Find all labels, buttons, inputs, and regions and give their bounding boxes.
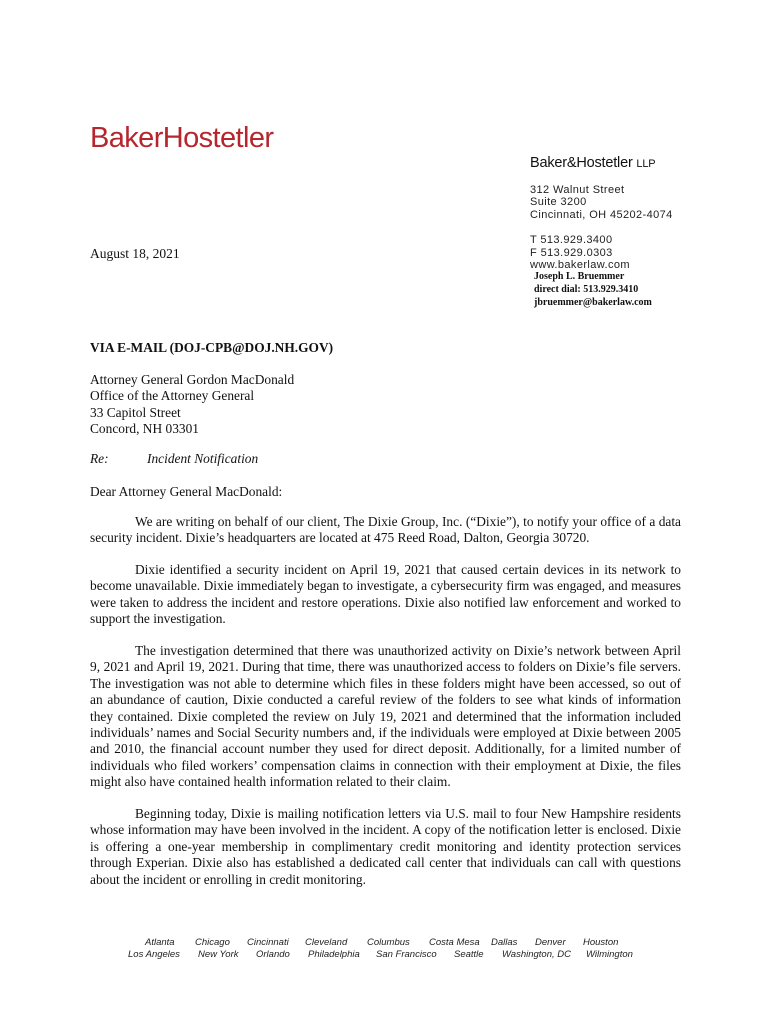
recipient-name: Attorney General Gordon MacDonald <box>90 372 295 387</box>
address-line-city: Cincinnati, OH 45202-4074 <box>530 208 673 221</box>
office-row-2 <box>120 949 660 961</box>
office-item: Wilmington <box>586 949 633 960</box>
office-item: Costa Mesa <box>429 937 480 948</box>
recipient-office: Office of the Attorney General <box>90 388 255 404</box>
office-item: Houston <box>583 937 619 948</box>
office-row-1 <box>120 937 660 949</box>
recipient-address <box>90 372 681 438</box>
attorney-block <box>534 270 652 309</box>
office-item: Orlando <box>256 949 290 960</box>
firm-suffix: LLP <box>636 158 656 170</box>
office-item: Los Angeles <box>128 949 180 960</box>
office-item: Washington, DC <box>502 949 571 960</box>
via-line: VIA E-MAIL (DOJ-CPB@DOJ.NH.GOV) <box>90 340 334 355</box>
firm-name <box>530 155 655 171</box>
recipient-street: 33 Capitol Street <box>90 404 181 420</box>
recipient-city: Concord, NH 03301 <box>90 421 199 437</box>
paragraph-2: Dixie identified a security incident on April 19, 2021 that caused certain devices in its network to become unavailable. Dixie immediately began to investigate, a cybersecurity firm was engaged, and measures were taken to address the incident and restore operations. Dixie also notified law enforcement and worked to support the investigation. <box>90 562 681 627</box>
firm-name-text: Baker&Hostetler <box>530 155 633 171</box>
attorney-email-link[interactable]: jbruemmer@bakerlaw.com <box>534 297 652 308</box>
office-item: Cincinnati <box>247 937 289 948</box>
logo: BakerHostetler <box>90 122 274 154</box>
office-item: New York <box>198 949 239 960</box>
paragraph-4: Beginning today, Dixie is mailing notification letters via U.S. mail to four New Hampshire residents whose information may have been involved in the incident. A copy of the notification letter is enclosed. Dixie is offering a one-year membership in complimentary credit monitoring and identity protection services through Experian. Dixie also has established a dedicated call center that individuals can call with questions about the incident or enrolling in credit monitoring. <box>90 806 681 887</box>
attorney-direct-dial: direct dial: 513.929.3410 <box>534 284 639 295</box>
phone-line: T 513.929.3400 <box>530 234 613 247</box>
letter-date: August 18, 2021 <box>90 246 180 261</box>
office-item: Dallas <box>491 937 518 948</box>
re-label: Re: <box>90 451 109 466</box>
firm-address-block <box>530 184 673 271</box>
attorney-name: Joseph L. Bruemmer <box>534 271 625 282</box>
re-subject: Incident Notification <box>147 451 259 466</box>
re-line <box>90 451 681 467</box>
office-item: Columbus <box>367 937 410 948</box>
office-item: Seattle <box>454 949 484 960</box>
office-item: Philadelphia <box>308 949 360 960</box>
address-line-street: 312 Walnut Street <box>530 184 625 196</box>
office-item: San Francisco <box>376 949 437 960</box>
fax-line: F 513.929.0303 <box>530 246 613 259</box>
paragraph-3: The investigation determined that there was unauthorized activity on Dixie’s network between April 9, 2021 and April 19, 2021. During that time, there was unauthorized access to folders on Dixie’s file servers. The investigation was not able to determine which files in these folders might have been accessed, so out of an abundance of caution, Dixie conducted a careful review of the folders to see what kinds of information they contained. Dixie completed the review on July 19, 2021 and determined that the information included individuals’ names and Social Security numbers and, if the individuals were employed at Dixie between 2005 and 2010, the financial account number they used for direct deposit. Additionally, for a limited number of individuals who filed workers’ compensation claims in connection with their employment at Dixie, the files might also have contained health information related to their claim. <box>90 643 681 790</box>
office-item: Denver <box>535 937 566 948</box>
office-item: Chicago <box>195 937 230 948</box>
office-locations <box>120 937 660 961</box>
website-link[interactable]: www.bakerlaw.com <box>530 259 630 272</box>
office-item: Cleveland <box>305 937 348 948</box>
salutation: Dear Attorney General MacDonald: <box>90 484 283 499</box>
address-line-suite: Suite 3200 <box>530 196 587 209</box>
office-item: Atlanta <box>145 937 175 948</box>
paragraph-1: We are writing on behalf of our client, The Dixie Group, Inc. (“Dixie”), to notify your office of a data security incident. Dixie’s headquarters are located at 475 Reed Road, Dalton, Georgia 30720. <box>90 514 681 546</box>
